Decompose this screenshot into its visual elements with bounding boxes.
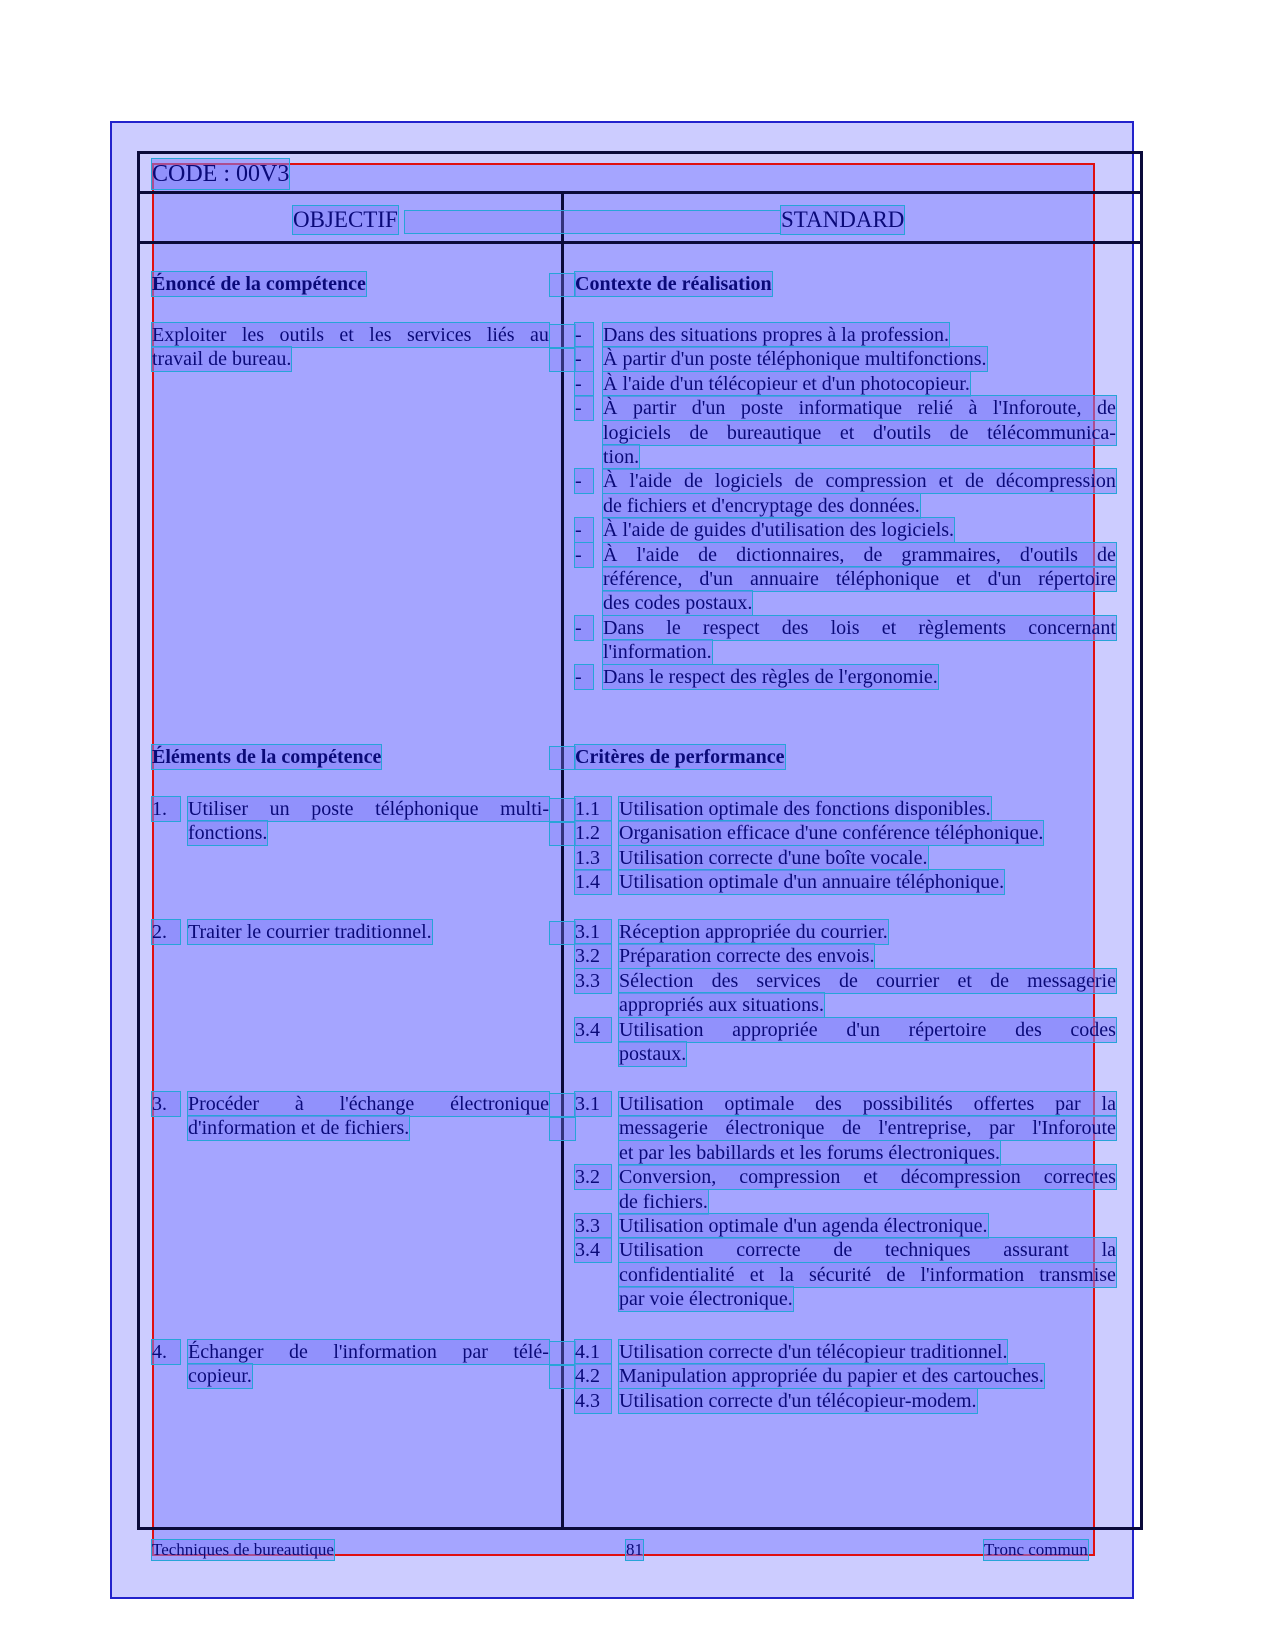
word: d'un — [987, 568, 1022, 590]
word: répertoire — [1038, 568, 1116, 590]
element-band — [550, 922, 575, 944]
word: répertoire — [908, 1018, 987, 1041]
word: À — [603, 470, 618, 493]
word: référence, — [603, 568, 683, 590]
context-bullet: - — [575, 372, 593, 396]
statement-band — [550, 325, 575, 347]
word: possibilités — [862, 1093, 953, 1115]
word: informatique — [798, 397, 902, 420]
word: de — [288, 1341, 308, 1363]
word: correctes — [1043, 1166, 1116, 1189]
word: télé- — [513, 1341, 549, 1363]
criterion-number: 4.3 — [575, 1389, 611, 1413]
word: compression — [825, 470, 927, 493]
word: et — [839, 421, 855, 444]
criterion-line — [619, 1165, 1116, 1189]
element-number: 3. — [152, 1092, 180, 1116]
word: l'aide — [636, 543, 680, 566]
word: annuaire — [749, 568, 819, 590]
context-line — [603, 421, 1116, 445]
column-header-objectif: OBJECTIF — [293, 207, 398, 232]
word: lois — [830, 616, 860, 639]
word: par — [462, 1341, 488, 1363]
criterion-line: Réception appropriée du courrier. — [619, 921, 888, 943]
context-line — [603, 543, 1116, 567]
title-band-1 — [550, 274, 575, 296]
element-band — [550, 1118, 575, 1140]
context-line: de fichiers et d'encryptage des données. — [603, 494, 920, 517]
word: À — [603, 543, 618, 566]
criterion-number: 1.4 — [575, 870, 611, 894]
word: concernant — [1028, 616, 1116, 639]
word: de — [1097, 543, 1116, 566]
word: et — [956, 568, 971, 590]
context-bullet: - — [575, 543, 593, 567]
word: d'un — [699, 568, 733, 590]
word: décompression — [995, 470, 1116, 493]
word: multi- — [500, 798, 549, 820]
word: par — [989, 1117, 1015, 1140]
context-line: À l'aide de guides d'utilisation des logiciels. — [603, 519, 955, 542]
word: Utilisation — [619, 1239, 704, 1262]
right-title-criteria: Critères de performance — [575, 746, 785, 768]
criterion-number: 3.1 — [575, 1092, 611, 1116]
criterion-line: postaux. — [619, 1043, 687, 1065]
context-line — [603, 396, 1116, 420]
context-line: tion. — [603, 446, 640, 468]
word: grammaires, — [901, 543, 1001, 566]
element-line: copieur. — [188, 1365, 252, 1388]
criterion-number: 3.2 — [575, 1165, 611, 1189]
word: de — [698, 543, 717, 566]
context-bullet: - — [575, 469, 593, 493]
word: confidentialité — [619, 1263, 735, 1286]
table-divider-header — [137, 191, 1143, 194]
element-number: 2. — [152, 920, 180, 944]
word: de — [841, 1117, 861, 1140]
header-row-band — [405, 211, 780, 233]
word: Échanger — [188, 1341, 264, 1363]
criterion-line: par voie électronique. — [619, 1288, 793, 1311]
criterion-line: Utilisation optimale des fonctions disponibles. — [619, 798, 991, 820]
criterion-line: de fichiers. — [619, 1190, 708, 1213]
word: messagerie — [619, 1117, 708, 1140]
context-line: À partir d'un poste téléphonique multifonctions. — [603, 348, 987, 371]
table-column-divider — [561, 193, 564, 1530]
word: l'Inforoute — [1032, 1117, 1116, 1140]
word: de — [794, 470, 814, 493]
context-line — [603, 469, 1116, 493]
word: offertes — [973, 1093, 1035, 1115]
criterion-number: 3.1 — [575, 920, 611, 944]
left-title-elements: Éléments de la compétence — [152, 746, 382, 768]
word: et — [957, 969, 972, 992]
word: partir — [632, 397, 677, 420]
context-bullet: - — [575, 616, 593, 640]
word: le — [666, 616, 681, 639]
word: courrier — [876, 969, 940, 992]
word: liés — [486, 324, 515, 346]
word: un — [269, 798, 290, 820]
criterion-line — [619, 1018, 1116, 1042]
word: Exploiter — [152, 324, 227, 346]
word: l'Inforoute, — [992, 397, 1082, 420]
context-line — [603, 567, 1116, 591]
word: logiciels — [603, 421, 671, 444]
left-title-statement: Énoncé de la compétence — [152, 273, 366, 295]
word: l'échange — [339, 1093, 415, 1115]
word: messagerie — [1027, 969, 1116, 992]
element-band — [550, 1342, 575, 1364]
word: Procéder — [188, 1093, 260, 1115]
element-line: Traiter le courrier traditionnel. — [188, 921, 432, 943]
criterion-number: 3.4 — [575, 1018, 611, 1042]
criterion-line — [619, 1116, 1116, 1140]
footer-left: Techniques de bureautique — [152, 1540, 334, 1559]
context-line — [603, 616, 1116, 640]
word: dictionnaires, — [736, 543, 845, 566]
page-number: 81 — [626, 1540, 643, 1559]
element-line: fonctions. — [188, 822, 268, 845]
criterion-number: 1.2 — [575, 821, 611, 845]
footer-right: Tronc commun — [984, 1540, 1088, 1559]
context-bullet: - — [575, 518, 593, 542]
word: au — [530, 324, 549, 346]
criterion-line: Utilisation correcte d'un télécopieur-modem. — [619, 1389, 977, 1412]
context-bullet: - — [575, 323, 593, 347]
element-band — [550, 1366, 575, 1388]
column-header-standard: STANDARD — [781, 207, 905, 232]
word: l'aide — [629, 470, 672, 493]
statement-line: travail de bureau. — [152, 348, 292, 371]
element-band — [550, 799, 575, 821]
word: et — [339, 324, 354, 346]
word: des — [781, 616, 809, 639]
word: poste — [740, 397, 784, 420]
word: de — [863, 543, 883, 566]
criterion-number: 1.3 — [575, 846, 611, 870]
word: outils — [279, 324, 324, 346]
criterion-line: Préparation correcte des envois. — [619, 945, 875, 968]
word: de — [965, 470, 984, 493]
word: compression — [739, 1166, 841, 1189]
word: et — [863, 1166, 878, 1189]
word: appropriée — [732, 1018, 818, 1041]
word: de — [833, 1239, 853, 1262]
criterion-line: Utilisation correcte d'un télécopieur traditionnel. — [619, 1341, 1008, 1363]
context-bullet: - — [575, 396, 593, 420]
word: les — [241, 324, 265, 346]
context-bullet: - — [575, 347, 593, 371]
word: d'un — [691, 397, 726, 420]
word: À — [603, 397, 618, 420]
context-line: Dans des situations propres à la profession. — [603, 324, 950, 346]
word: Dans — [603, 616, 645, 639]
statement-band — [550, 349, 575, 371]
criterion-number: 3.4 — [575, 1238, 611, 1262]
element-line: d'information et de fichiers. — [188, 1117, 410, 1140]
word: relié — [917, 397, 954, 420]
word: poste — [311, 798, 354, 820]
criterion-line — [619, 1263, 1116, 1287]
element-number: 1. — [152, 797, 180, 821]
element-line — [188, 1092, 549, 1116]
word: des — [711, 969, 739, 992]
word: techniques — [884, 1239, 971, 1262]
word: de — [949, 421, 969, 444]
word: de — [689, 421, 709, 444]
criterion-number: 4.1 — [575, 1340, 611, 1364]
word: des — [1015, 1018, 1042, 1041]
word: correcte — [736, 1239, 801, 1262]
criterion-line — [619, 1092, 1116, 1116]
word: logiciels — [714, 470, 783, 493]
word: télécommunica- — [987, 421, 1116, 444]
word: par — [1055, 1093, 1081, 1115]
word: la — [779, 1263, 794, 1286]
criterion-number: 3.2 — [575, 944, 611, 968]
word: services — [756, 969, 821, 992]
word: et — [881, 616, 897, 639]
word: de — [886, 1263, 906, 1286]
word: services — [406, 324, 472, 346]
criterion-line: Utilisation optimale d'un agenda électronique. — [619, 1215, 988, 1237]
word: décompression — [900, 1166, 1021, 1189]
word: Utilisation — [619, 1093, 704, 1115]
word: optimale — [724, 1093, 795, 1115]
word: à — [968, 397, 978, 420]
word: d'un — [846, 1018, 880, 1041]
element-number: 4. — [152, 1340, 180, 1364]
word: de — [683, 470, 703, 493]
word: d'outils — [872, 421, 931, 444]
word: des — [815, 1093, 842, 1115]
criterion-number: 4.2 — [575, 1364, 611, 1388]
word: téléphonique — [835, 568, 940, 590]
code-label: CODE : 00V3 — [152, 161, 290, 187]
word: assurant — [1003, 1239, 1069, 1262]
criterion-line: et par les babillards et les forums électroniques. — [619, 1141, 1000, 1164]
word: de — [839, 969, 858, 992]
element-band — [550, 1094, 575, 1116]
word: d'outils — [1019, 543, 1078, 566]
word: à — [294, 1093, 304, 1115]
context-line: Dans le respect des règles de l'ergonomie. — [603, 665, 938, 688]
word: Utiliser — [188, 798, 248, 820]
criterion-line: appropriés aux situations. — [619, 994, 824, 1017]
criterion-number: 3.3 — [575, 969, 611, 993]
word: les — [369, 324, 392, 346]
element-line — [188, 797, 549, 821]
criterion-number: 3.3 — [575, 1214, 611, 1238]
context-line: À l'aide d'un télécopieur et d'un photocopieur. — [603, 372, 970, 395]
word: électronique — [725, 1117, 825, 1140]
element-band — [550, 823, 575, 845]
word: Conversion, — [619, 1166, 717, 1189]
criterion-line: Utilisation correcte d'une boîte vocale. — [619, 846, 928, 869]
criterion-line: Manipulation appropriée du papier et des cartouches. — [619, 1365, 1044, 1388]
criterion-line — [619, 1238, 1116, 1262]
word: de — [990, 969, 1009, 992]
word: règlements — [918, 616, 1007, 639]
word: téléphonique — [375, 798, 479, 820]
word: codes — [1070, 1018, 1116, 1041]
statement-line — [152, 323, 549, 347]
word: la — [1101, 1239, 1116, 1262]
criterion-line: Organisation efficace d'une conférence téléphonique. — [619, 822, 1044, 845]
element-line — [188, 1340, 549, 1364]
context-line: des codes postaux. — [603, 592, 753, 615]
word: transmise — [1039, 1263, 1116, 1286]
word: l'information — [333, 1341, 437, 1363]
word: et — [938, 470, 954, 493]
word: respect — [702, 616, 760, 639]
criterion-line — [619, 969, 1116, 993]
criterion-line: Utilisation optimale d'un annuaire téléphonique. — [619, 871, 1005, 894]
context-line: l'information. — [603, 641, 712, 664]
word: électronique — [450, 1093, 549, 1115]
right-title-context: Contexte de réalisation — [575, 273, 772, 295]
word: la — [1101, 1093, 1116, 1115]
word: Utilisation — [619, 1018, 704, 1041]
word: l'entreprise, — [878, 1117, 972, 1140]
word: et — [749, 1263, 765, 1286]
word: l'information — [920, 1263, 1025, 1286]
word: sécurité — [809, 1263, 872, 1286]
title-band-2 — [550, 747, 575, 769]
table-divider-columns — [137, 241, 1143, 244]
context-bullet: - — [575, 665, 593, 689]
criterion-number: 1.1 — [575, 797, 611, 821]
word: bureautique — [726, 421, 822, 444]
word: de — [1097, 397, 1116, 420]
word: Sélection — [619, 969, 694, 992]
